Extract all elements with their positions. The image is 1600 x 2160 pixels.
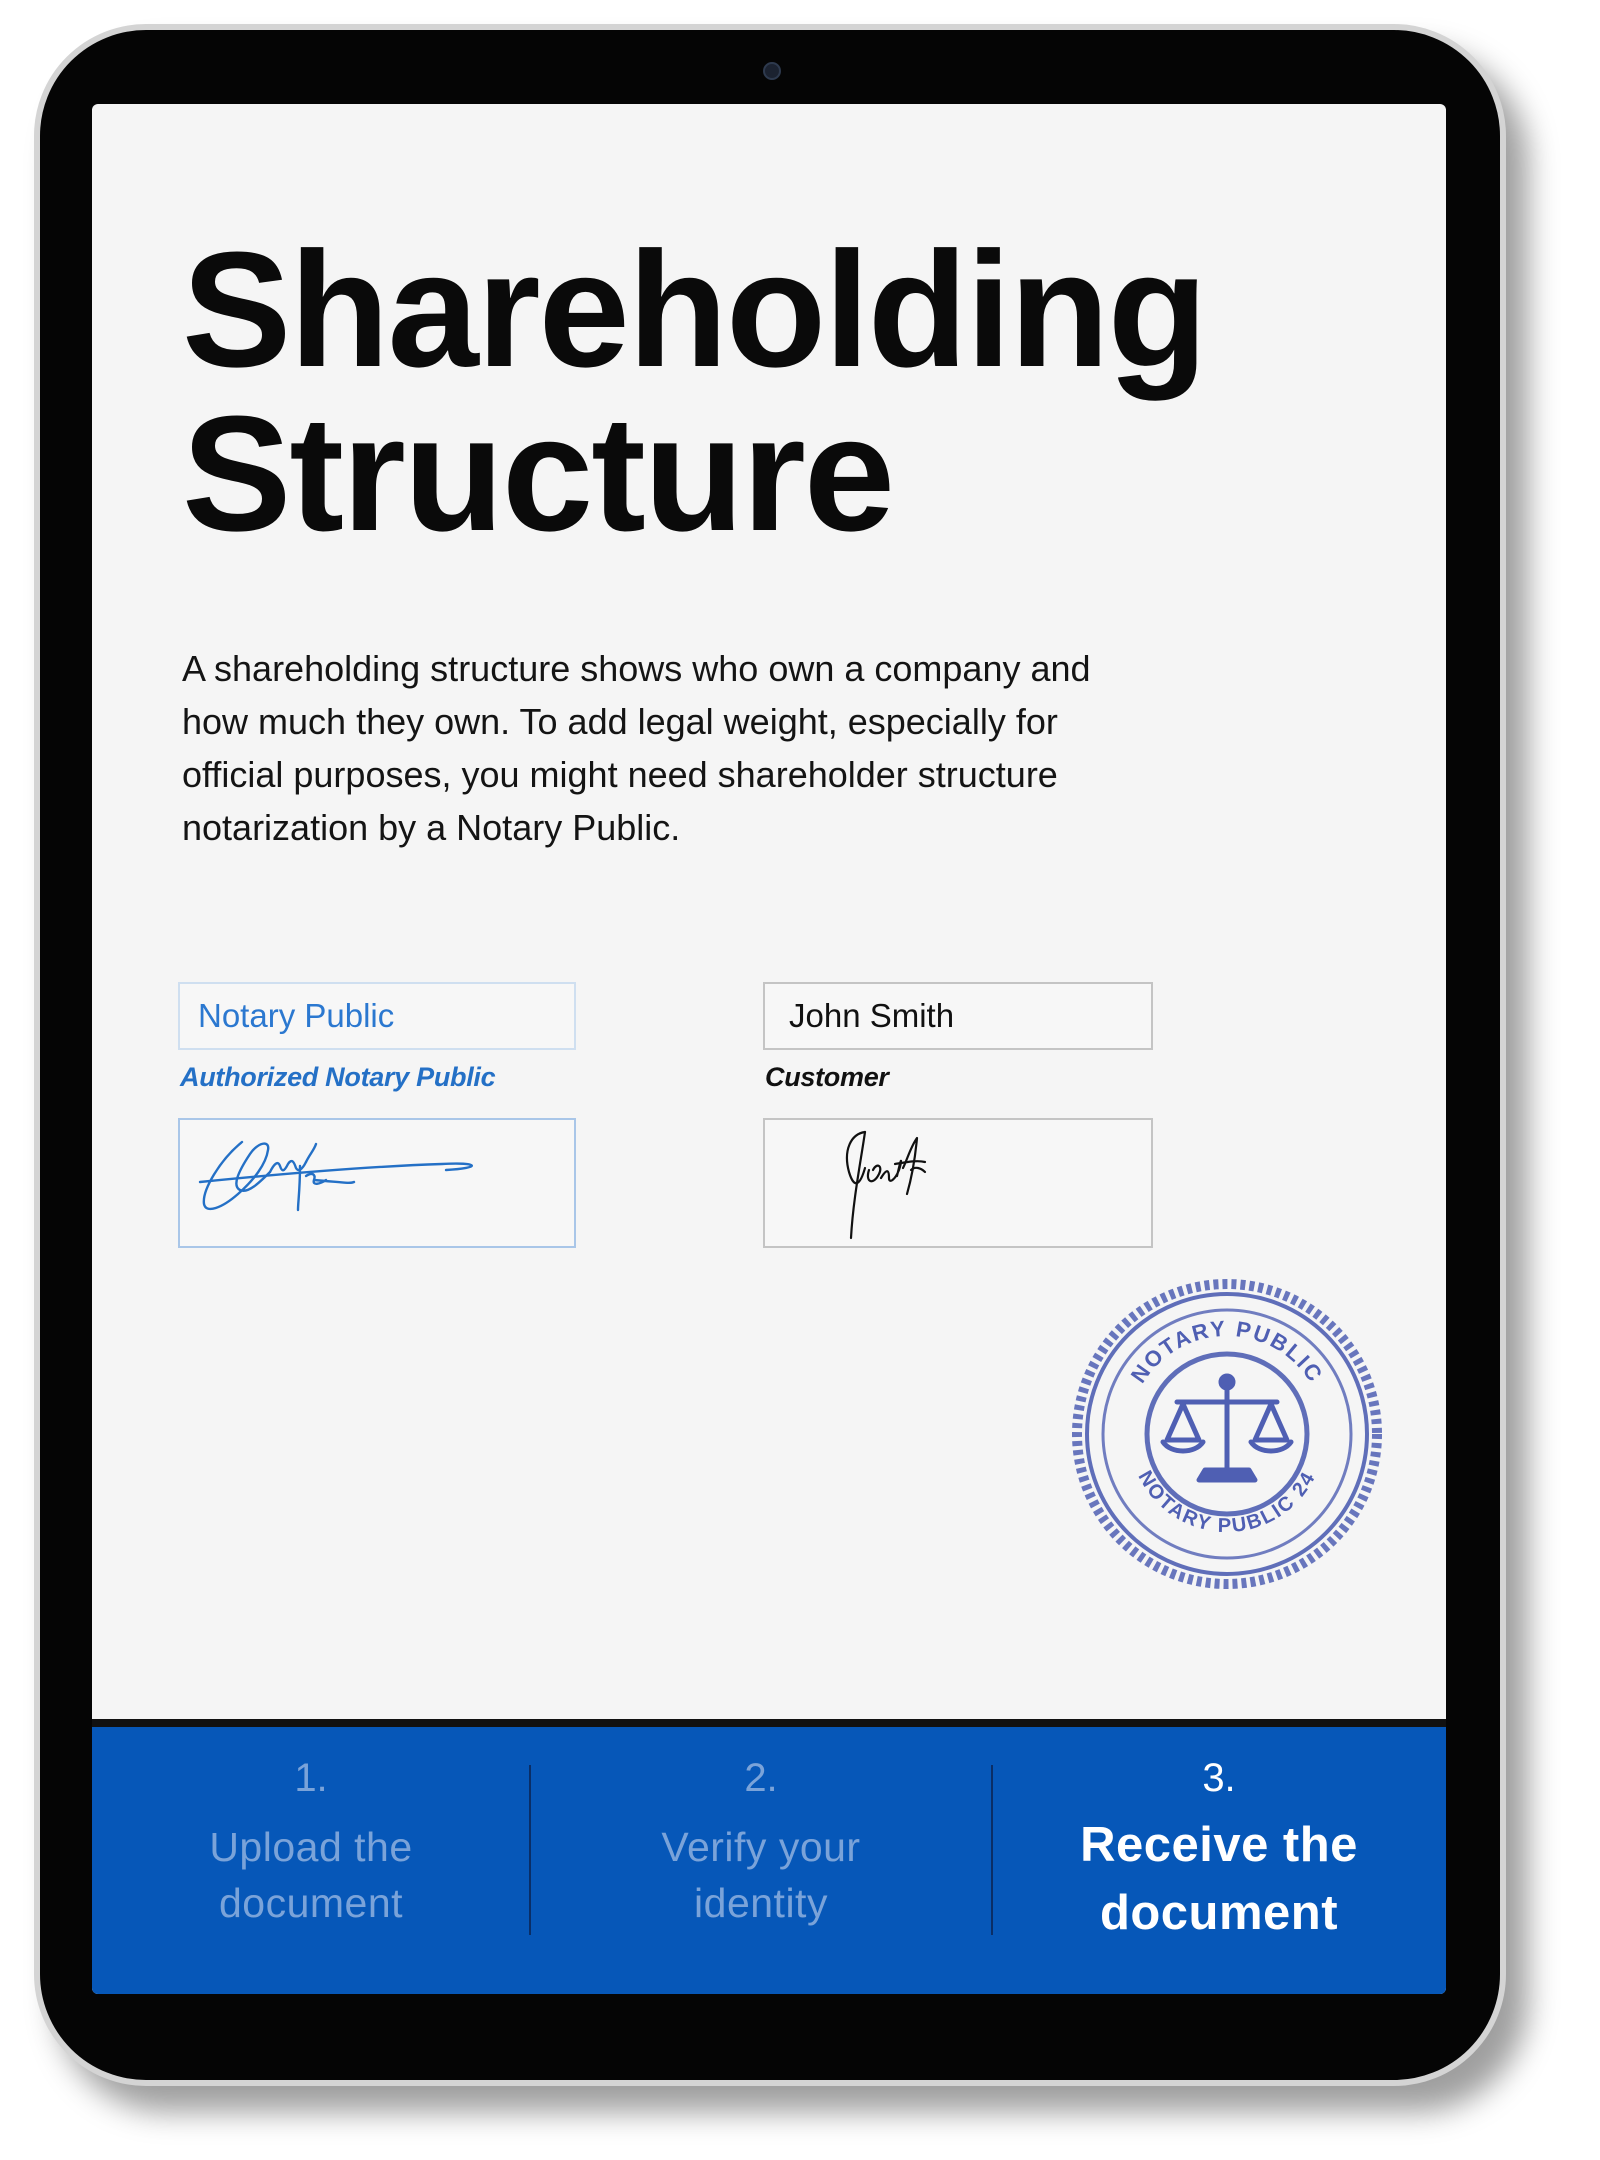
customer-name-field[interactable]	[763, 982, 1153, 1050]
stamp-text-bottom: NOTARY PUBLIC 24	[1133, 1467, 1321, 1538]
page-description: A shareholding structure shows who own a company and how much they own. To add legal weight, especially for official purposes, you might need shareholder structure notarization by a Notary Public.	[182, 648, 1091, 848]
customer-name-value: John Smith	[789, 997, 955, 1034]
step-receive[interactable]	[992, 1727, 1446, 1994]
step-label: Verify your identity	[661, 1824, 861, 1926]
notary-signature-box[interactable]	[178, 1118, 576, 1248]
steps-progress-bar	[92, 1719, 1446, 1994]
camera-icon	[763, 62, 781, 80]
tablet-screen	[92, 104, 1446, 1994]
step-upload[interactable]	[92, 1727, 530, 1994]
notary-name-value: Notary Public	[198, 997, 395, 1034]
tablet-frame	[34, 24, 1506, 2086]
customer-role-label: Customer	[765, 1062, 889, 1092]
notary-name-field[interactable]	[178, 982, 576, 1050]
step-label: Receive the document	[1080, 1818, 1358, 1940]
customer-signature-image	[765, 1120, 1155, 1250]
step-number: 1.	[294, 1756, 328, 1800]
step-verify[interactable]	[530, 1727, 992, 1994]
notary-stamp-seal	[1067, 1274, 1387, 1594]
notary-role-label: Authorized Notary Public	[180, 1062, 496, 1092]
page-title-line-2: Structure	[182, 382, 894, 565]
step-label: Upload the document	[209, 1824, 413, 1926]
stamp-text-top: NOTARY PUBLIC	[1125, 1315, 1329, 1388]
step-number: 2.	[744, 1756, 778, 1800]
page-title-line-1: Shareholding	[182, 218, 1206, 401]
page-title	[182, 218, 1206, 565]
step-number: 3.	[1202, 1756, 1236, 1800]
notary-signature-image	[180, 1120, 578, 1250]
customer-signature-box[interactable]	[763, 1118, 1153, 1248]
scales-of-justice-icon	[1163, 1376, 1291, 1480]
